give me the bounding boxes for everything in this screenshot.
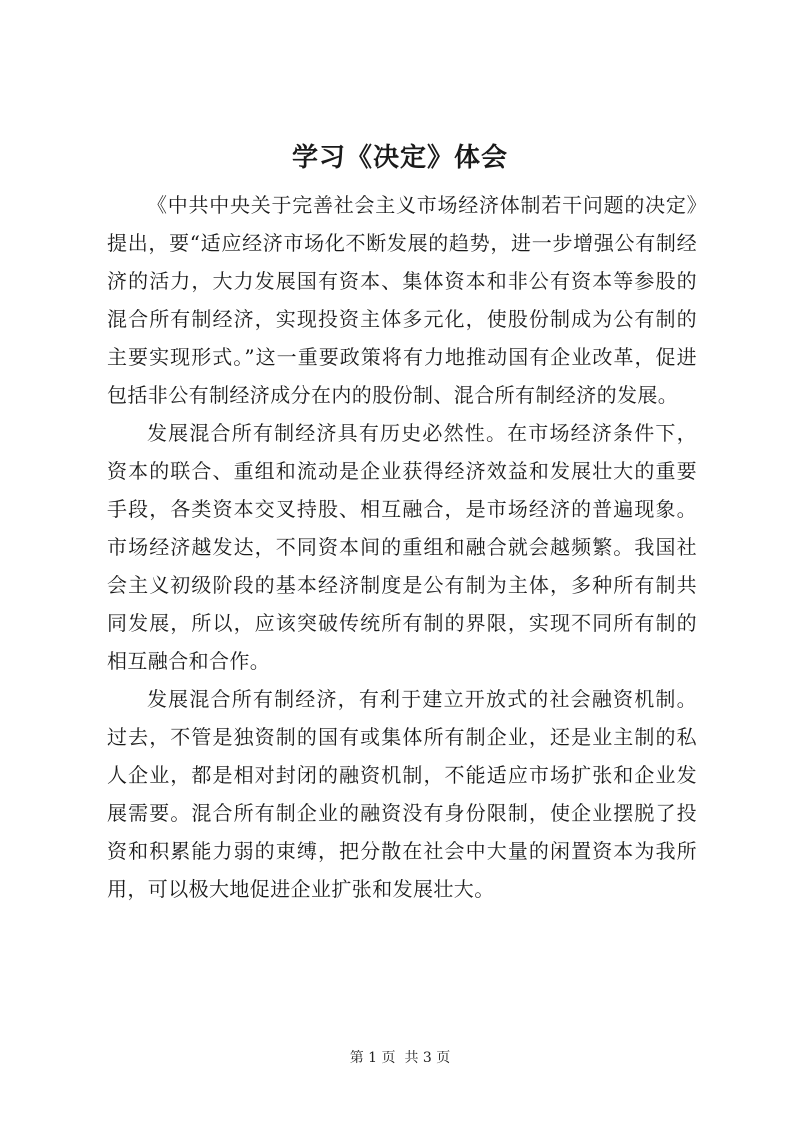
document-title: 学习《决定》体会 [291, 143, 508, 173]
page-number-label: 第 1 页 共 3 页 [349, 1050, 451, 1066]
paragraph-2: 发展混合所有制经济具有历史必然性。在市场经济条件下，资本的联合、重组和流动是企业获得经济效益和发展壮大的重要手段，各类资本交叉持股、相互融合，是市场经济的普遍现象。市场经济越发达，不同资本间的重组和融合就会越频繁。我国社会主义初级阶段的基本经济制度是公有制为主体，多种所有制共同发展，所以，应该突破传统所有制的界限，实现不同所有制的相互融合和合作。 [107, 421, 697, 673]
page-footer [0, 1048, 800, 1068]
paragraph-1: 《中共中央关于完善社会主义市场经济体制若干问题的决定》提出，要“适应经济市场化不断发展的趋势，进一步增强公有制经济的活力，大力发展国有资本、集体资本和非公有资本等参股的混合所有制经济，实现投资主体多元化，使股份制成为公有制的主要实现形式。”这一重要政策将有力地推动国有企业改革，促进包括非公有制经济成分在内的股份制、混合所有制经济的发展。 [107, 193, 697, 407]
document-body [107, 186, 697, 908]
paragraph-3: 发展混合所有制经济，有利于建立开放式的社会融资机制。过去，不管是独资制的国有或集体所有制企业，还是业主制的私人企业，都是相对封闭的融资机制，不能适应市场扩张和企业发展需要。混合所有制企业的融资没有身份限制，使企业摆脱了投资和积累能力弱的束缚，把分散在社会中大量的闲置资本为我所用，可以极大地促进企业扩张和发展壮大。 [107, 687, 697, 901]
